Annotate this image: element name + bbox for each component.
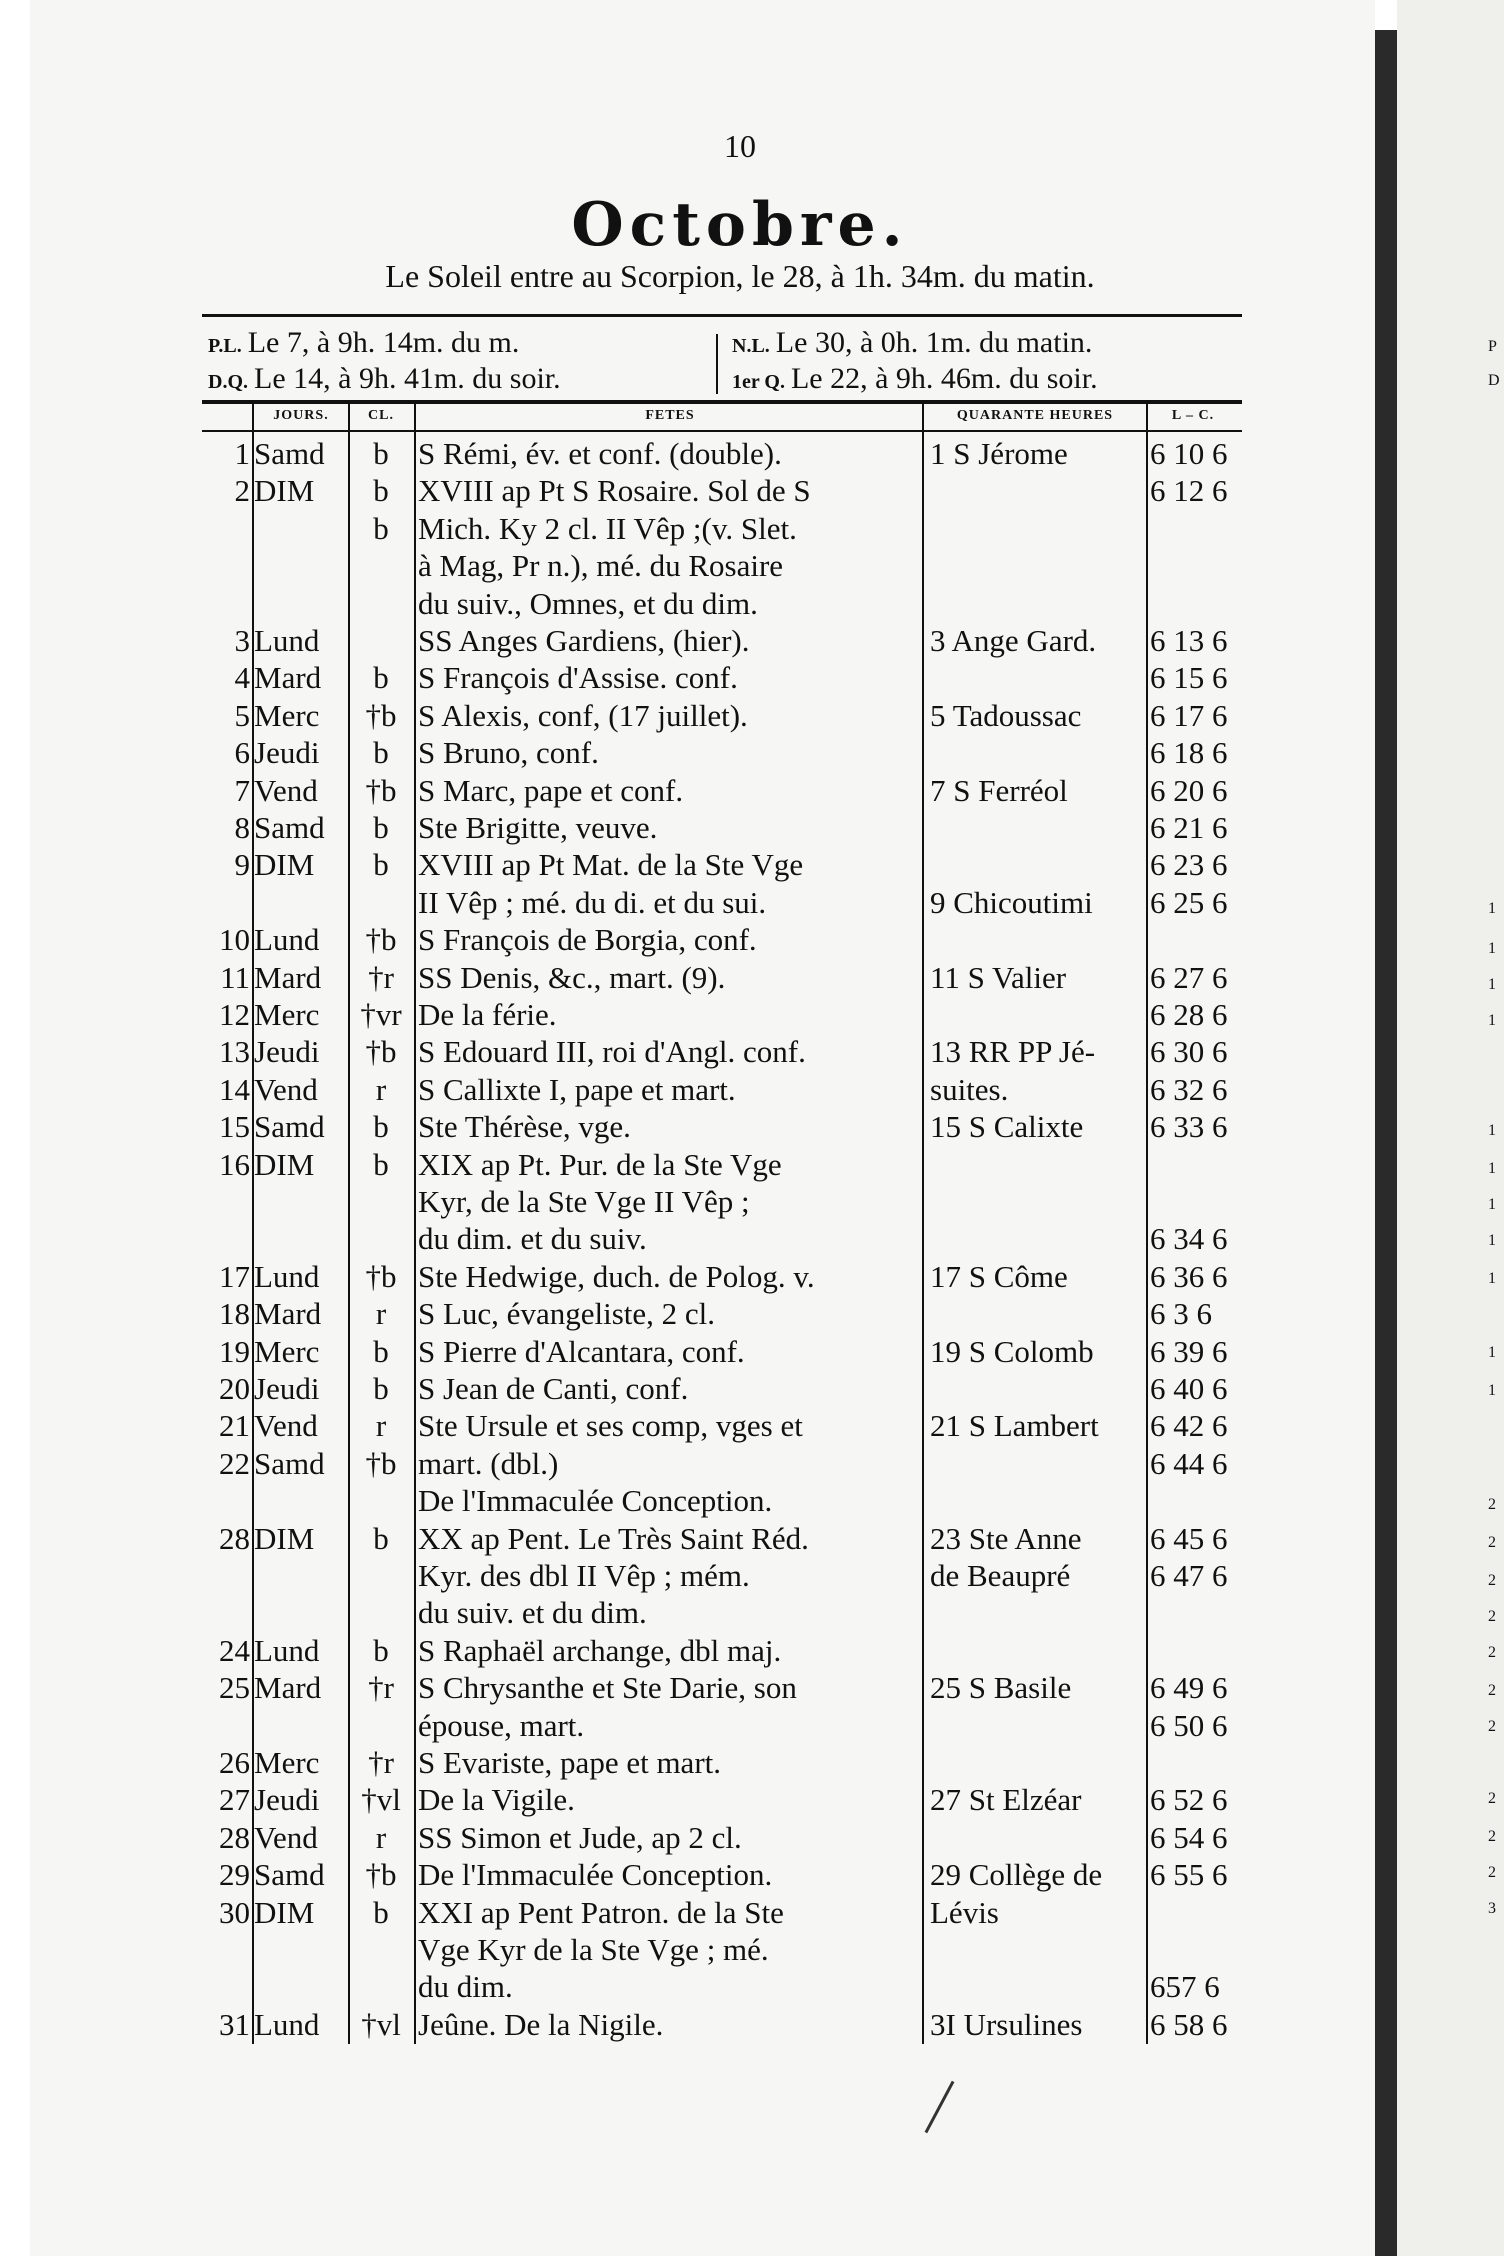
phase-abbr: N.L. [732,335,770,357]
facing-fragment: 1 [1488,976,1496,993]
weekday: Merc [254,1745,320,1780]
sunrise-sunset: 6 15 6 [1150,660,1228,695]
weekday: Jeudi [254,735,320,770]
facing-fragment: 2 [1488,1608,1496,1625]
day-number [208,1184,250,1220]
liturgical-class: b [373,1633,389,1668]
book-spine-shadow [1375,30,1397,2256]
phase-text: Le 7, à 9h. 14m. du m. [247,326,520,359]
liturgical-class: b [373,436,389,471]
facing-fragment: 2 [1488,1790,1496,1807]
facing-fragment: P [1488,338,1497,355]
feast-text: XVIII ap Pt Mat. de la Ste Vge [418,847,804,882]
feast-text: S Luc, évangeliste, 2 cl. [418,1296,715,1331]
sun-entry-note: Le Soleil entre au Scorpion, le 28, à 1h. 34m. du matin. [385,258,1095,294]
quarante-heures: 21 S Lambert [930,1408,1099,1443]
weekday: Jeudi [254,1371,320,1406]
quarante-heures: 7 S Ferréol [930,773,1068,808]
quarante-heures: 27 St Elzéar [930,1782,1082,1817]
facing-fragment: 2 [1488,1828,1496,1845]
sunrise-sunset: 6 17 6 [1150,698,1228,733]
facing-fragment: 1 [1488,900,1496,917]
liturgical-class: b [373,1895,389,1930]
liturgical-class [350,1708,412,1744]
liturgical-class: b [373,473,389,508]
facing-fragment: 2 [1488,1644,1496,1661]
day-number: 28 [219,1820,250,1855]
feast-text: épouse, mart. [418,1708,585,1743]
quarante-heures: 29 Collège de [930,1857,1103,1892]
day-number: 11 [220,960,250,995]
phase-abbr: P.L. [208,335,242,357]
weekday: DIM [254,1521,315,1556]
weekday: Lund [254,1259,320,1294]
day-number: 7 [234,773,250,808]
feast-text: S Jean de Canti, conf. [418,1371,689,1406]
quarante-heures: 15 S Calixte [930,1109,1084,1144]
phase-text: Le 14, à 9h. 41m. du soir. [254,362,561,395]
feast-text: XVIII ap Pt S Rosaire. Sol de S [418,473,811,508]
moon-phase-full [208,326,519,360]
feast-text: Ste Ursule et ses comp, vges et [418,1408,803,1443]
feast-text: De l'Immaculée Conception. [418,1857,773,1892]
col-divider-quarante [922,404,924,2044]
liturgical-class: r [375,1296,387,1331]
weekday: Mard [254,1296,322,1331]
feast-text: S Bruno, conf. [418,735,599,770]
weekday: DIM [254,1895,315,1930]
feast-text: S Pierre d'Alcantara, conf. [418,1334,745,1369]
feast-text: II Vêp ; mé. du di. et du sui. [418,885,767,920]
feast-text: S Edouard III, roi d'Angl. conf. [418,1034,806,1069]
feast-text: S Rémi, év. et conf. (double). [418,436,782,471]
feast-text: Ste Brigitte, veuve. [418,810,658,845]
day-number: 24 [219,1633,250,1668]
liturgical-class [350,548,412,584]
sunrise-sunset: 6 34 6 [1150,1221,1228,1256]
liturgical-class [350,1558,412,1594]
quarante-heures: Lévis [930,1895,999,1930]
phase-text: Le 30, à 0h. 1m. du matin. [775,326,1093,359]
day-number: 4 [234,660,250,695]
col-header-fetes: FETES [645,408,695,423]
liturgical-class: r [375,1408,387,1443]
weekday: Vend [254,1408,318,1443]
day-number: 25 [219,1670,250,1705]
sunrise-sunset: 6 18 6 [1150,735,1228,770]
sunrise-sunset: 6 44 6 [1150,1446,1228,1481]
facing-fragment: 2 [1488,1572,1496,1589]
sunrise-sunset: 6 49 6 [1150,1670,1228,1705]
day-number: 3 [234,623,250,658]
feast-text: S Raphaël archange, dbl maj. [418,1633,782,1668]
day-number: 18 [219,1296,250,1331]
liturgical-class: †b [365,922,397,957]
feast-text: Kyr, de la Ste Vge II Vêp ; [418,1184,750,1219]
sunrise-sunset: 6 28 6 [1150,997,1228,1032]
feast-text: S Marc, pape et conf. [418,773,684,808]
header-rule-bottom [202,430,1242,432]
feast-text: Ste Thérèse, vge. [418,1109,631,1144]
feast-text: S Alexis, conf, (17 juillet). [418,698,748,733]
weekday: Mard [254,660,322,695]
weekday: DIM [254,1147,315,1182]
liturgical-class: b [373,1334,389,1369]
sunrise-sunset: 657 6 [1150,1969,1220,2004]
day-number [208,1595,250,1631]
quarante-heures: 3 Ange Gard. [930,623,1097,658]
facing-fragment: 2 [1488,1534,1496,1551]
liturgical-class: r [375,1820,387,1855]
day-number [208,548,250,584]
sunrise-sunset: 6 42 6 [1150,1408,1228,1443]
col-header-jours: JOURS. [273,408,329,423]
sunrise-sunset: 6 23 6 [1150,847,1228,882]
facing-fragment: 2 [1488,1496,1496,1513]
weekday: DIM [254,847,315,882]
day-number: 9 [234,847,250,882]
sunrise-sunset: 6 33 6 [1150,1109,1228,1144]
feast-text: XX ap Pent. Le Très Saint Réd. [418,1521,809,1556]
weekday: Lund [254,1633,320,1668]
liturgical-class [350,1221,412,1257]
day-number: 31 [219,2007,250,2042]
quarante-heures: suites. [930,1072,1009,1107]
liturgical-class: †vl [361,2007,401,2042]
feast-text: SS Anges Gardiens, (hier). [418,623,750,658]
sunrise-sunset: 6 20 6 [1150,773,1228,808]
quarante-heures: 17 S Côme [930,1259,1068,1294]
quarante-heures: 13 RR PP Jé- [930,1034,1096,1069]
facing-fragment: 3 [1488,1900,1496,1917]
day-number [208,1483,250,1519]
quarante-heures: 23 Ste Anne [930,1521,1082,1556]
sunrise-sunset: 6 32 6 [1150,1072,1228,1107]
weekday: Jeudi [254,1782,320,1817]
day-number: 26 [219,1745,250,1780]
sunrise-sunset: 6 30 6 [1150,1034,1228,1069]
day-number: 29 [219,1857,250,1892]
weekday: Merc [254,997,320,1032]
sunrise-sunset: 6 52 6 [1150,1782,1228,1817]
day-number: 6 [234,735,250,770]
sunrise-sunset: 6 27 6 [1150,960,1228,995]
day-number: 19 [219,1334,250,1369]
liturgical-class: †r [368,960,394,995]
facing-fragment: 1 [1488,1232,1496,1249]
liturgical-class: b [373,735,389,770]
sunrise-sunset: 6 12 6 [1150,473,1228,508]
header-rule-top [202,400,1242,404]
month-title: Octobre. [571,190,909,260]
day-number: 22 [219,1446,250,1481]
feast-text: Jeûne. De la Nigile. [418,2007,664,2042]
liturgical-class [350,1969,412,2005]
liturgical-class [350,1932,412,1968]
day-number [208,1558,250,1594]
feast-text: Ste Hedwige, duch. de Polog. v. [418,1259,815,1294]
feast-text: De la Vigile. [418,1782,575,1817]
quarante-heures: 19 S Colomb [930,1334,1094,1369]
weekday: Mard [254,960,322,995]
sunrise-sunset: 6 50 6 [1150,1708,1228,1743]
feast-text: XXI ap Pent Patron. de la Ste [418,1895,784,1930]
weekday: Vend [254,1820,318,1855]
weekday: Merc [254,698,320,733]
liturgical-class: b [373,847,389,882]
col-header-lc: L – C. [1171,408,1215,423]
liturgical-class: †b [365,698,397,733]
liturgical-class [350,586,412,622]
feast-text: du suiv. et du dim. [418,1595,647,1630]
quarante-heures: 25 S Basile [930,1670,1072,1705]
feast-text: SS Denis, &c., mart. (9). [418,960,726,995]
day-number: 17 [219,1259,250,1294]
weekday: Lund [254,922,320,957]
day-number [208,1221,250,1257]
liturgical-class: b [373,660,389,695]
weekday: DIM [254,473,315,508]
liturgical-class: b [373,1109,389,1144]
feast-text: mart. (dbl.) [418,1446,559,1481]
sunrise-sunset: 6 47 6 [1150,1558,1228,1593]
day-number: 10 [219,922,250,957]
day-number: 14 [219,1072,250,1107]
liturgical-class [350,1184,412,1220]
facing-fragment: 1 [1488,1122,1496,1139]
weekday: Samd [254,1109,325,1144]
sunrise-sunset: 6 3 6 [1150,1296,1212,1331]
quarante-heures: 11 S Valier [930,960,1067,995]
page-number: 10 [724,128,756,164]
weekday: Merc [254,1334,320,1369]
liturgical-class: b [373,810,389,845]
day-number: 30 [219,1895,250,1930]
moon-phase-first-quarter [732,362,1098,396]
sunrise-sunset: 6 10 6 [1150,436,1228,471]
quarante-heures: 9 Chicoutimi [930,885,1093,920]
weekday: Mard [254,1670,322,1705]
liturgical-class [350,885,412,921]
quarante-heures: 5 Tadoussac [930,698,1082,733]
moon-phase-new [732,326,1092,360]
feast-text: S Callixte I, pape et mart. [418,1072,736,1107]
day-number: 13 [219,1034,250,1069]
facing-fragment: D [1488,372,1500,389]
quarante-heures: 3I Ursulines [930,2007,1083,2042]
feast-text: du suiv., Omnes, et du dim. [418,586,758,621]
day-number: 8 [234,810,250,845]
day-number: 20 [219,1371,250,1406]
liturgical-class: b [373,1147,389,1182]
facing-fragment: 1 [1488,1270,1496,1287]
day-number [208,511,250,547]
sunrise-sunset: 6 39 6 [1150,1334,1228,1369]
facing-fragment: 1 [1488,1196,1496,1213]
weekday: Vend [254,1072,318,1107]
sunrise-sunset: 6 55 6 [1150,1857,1228,1892]
liturgical-class: †b [365,1034,397,1069]
weekday: Samd [254,1446,325,1481]
day-number: 16 [219,1147,250,1182]
weekday: Samd [254,436,325,471]
facing-fragment: 2 [1488,1864,1496,1881]
col-divider-lc [1146,404,1148,2044]
sunrise-sunset: 6 45 6 [1150,1521,1228,1556]
col-header-quarante: QUARANTE HEURES [956,408,1114,423]
day-number: 12 [219,997,250,1032]
moon-phase-last-quarter [208,362,561,396]
sunrise-sunset: 6 36 6 [1150,1259,1228,1294]
day-number [208,586,250,622]
day-number [208,1708,250,1744]
feast-text: De l'Immaculée Conception. [418,1483,773,1518]
facing-fragment: 1 [1488,1160,1496,1177]
feast-text: Kyr. des dbl II Vêp ; mém. [418,1558,750,1593]
phase-text: Le 22, à 9h. 46m. du soir. [790,362,1098,395]
day-number [208,1969,250,2005]
liturgical-class: †r [368,1745,394,1780]
feast-text: S Evariste, pape et mart. [418,1745,722,1780]
sunrise-sunset: 6 13 6 [1150,623,1228,658]
liturgical-class: †r [368,1670,394,1705]
liturgical-class: b [373,1521,389,1556]
liturgical-class [350,623,412,659]
day-number: 1 [234,436,250,471]
feast-text: SS Simon et Jude, ap 2 cl. [418,1820,742,1855]
col-divider-fetes [414,404,416,2044]
feast-text: Vge Kyr de la Ste Vge ; mé. [418,1932,769,1967]
col-header-cl: CL. [368,408,394,423]
feast-text: à Mag, Pr n.), mé. du Rosaire [418,548,784,583]
liturgical-class [350,1483,412,1519]
feast-text: XIX ap Pt. Pur. de la Ste Vge [418,1147,782,1182]
weekday: Lund [254,2007,320,2042]
liturgical-class: r [375,1072,387,1107]
day-number: 21 [219,1408,250,1443]
top-rule [202,314,1242,317]
liturgical-class: †b [365,1446,397,1481]
day-number [208,1932,250,1968]
sunrise-sunset: 6 54 6 [1150,1820,1228,1855]
liturgical-class: b [373,1371,389,1406]
liturgical-class [350,1595,412,1631]
sunrise-sunset: 6 40 6 [1150,1371,1228,1406]
liturgical-class: †b [365,1857,397,1892]
liturgical-class: †vl [361,1782,401,1817]
sunrise-sunset: 6 21 6 [1150,810,1228,845]
feast-text: du dim. et du suiv. [418,1221,647,1256]
liturgical-class: b [373,511,389,546]
facing-fragment: 2 [1488,1682,1496,1699]
feast-text: De la férie. [418,997,557,1032]
feast-text: S Chrysanthe et Ste Darie, son [418,1670,797,1705]
phase-abbr: 1er Q. [732,371,785,393]
quarante-heures: de Beaupré [930,1558,1071,1593]
weekday: Vend [254,773,318,808]
feast-text: S François de Borgia, conf. [418,922,757,957]
phase-divider [716,334,718,394]
weekday: Jeudi [254,1034,320,1069]
facing-fragment: 1 [1488,1382,1496,1399]
weekday: Samd [254,1857,325,1892]
liturgical-class: †b [365,1259,397,1294]
quarante-heures: 1 S Jérome [930,436,1068,471]
day-number: 27 [219,1782,250,1817]
facing-fragment: 2 [1488,1718,1496,1735]
phase-abbr: D.Q. [208,371,248,393]
day-number: 2 [234,473,250,508]
sunrise-sunset: 6 58 6 [1150,2007,1228,2042]
weekday: Samd [254,810,325,845]
facing-fragment: 1 [1488,1344,1496,1361]
feast-text: Mich. Ky 2 cl. II Vêp ;(v. Slet. [418,511,797,546]
sunrise-sunset: 6 25 6 [1150,885,1228,920]
liturgical-class: †b [365,773,397,808]
liturgical-class: †vr [360,997,402,1032]
facing-fragment: 1 [1488,940,1496,957]
feast-text: S François d'Assise. conf. [418,660,738,695]
day-number: 5 [234,698,250,733]
day-number: 28 [219,1521,250,1556]
day-number [208,885,250,921]
feast-text: du dim. [418,1969,513,2004]
day-number: 15 [219,1109,250,1144]
weekday: Lund [254,623,320,658]
facing-fragment: 1 [1488,1012,1496,1029]
